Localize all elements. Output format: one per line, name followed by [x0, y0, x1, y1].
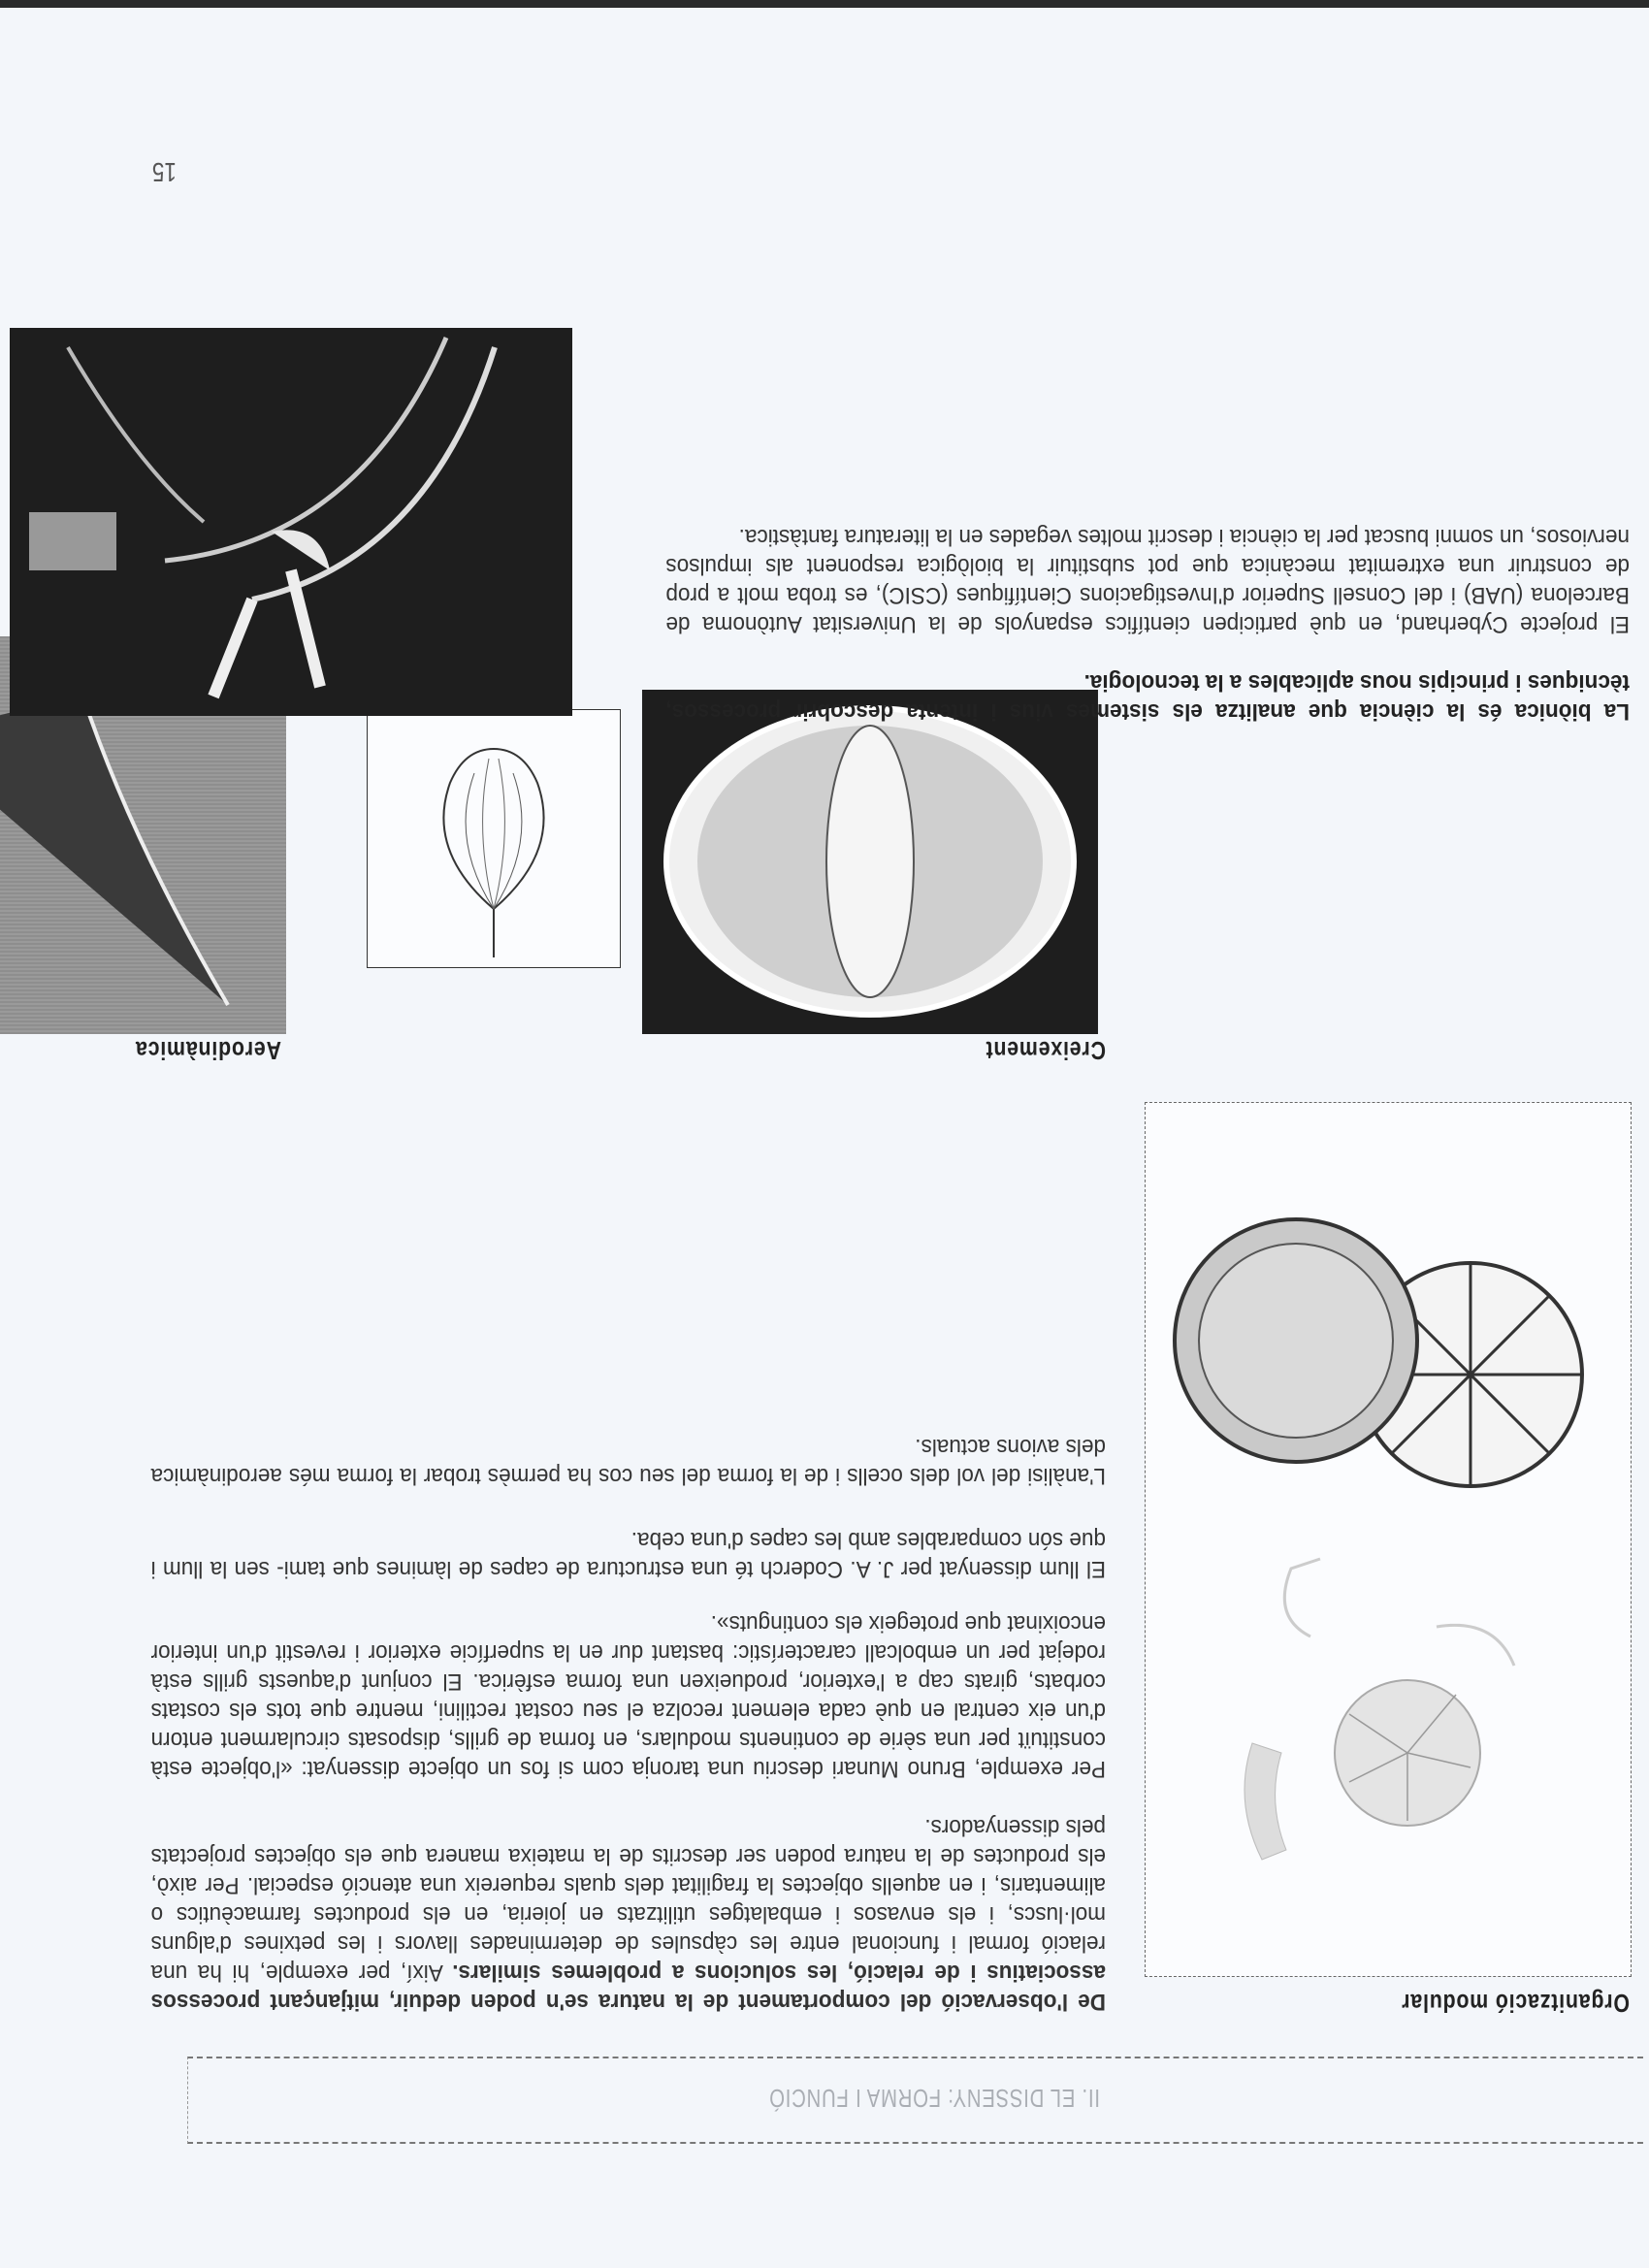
running-head-text: II. EL DISSENY: FORMA I FUNCIÓ [768, 2084, 1100, 2113]
bionics-intro: La biònica és la ciència que analitza els sistemes vius i intenta descobrir processos, tècniques i principis nous aplicables a la tecnologia. [665, 669, 1630, 725]
coderch-paragraph: El llum dissenyat per J. A. Coderch té una estructura de capes de làmines que tami- sen la llum i que són comparables amb les capes d'una ceba. [150, 1527, 1106, 1582]
coderch-lamp-photo [642, 690, 1098, 1034]
munari-paragraph: Per exemple, Bruno Munari descriu una taronja com si fos un objecte dissenyat: «l'objecte està constituït per una sèrie de continents modulars, en forma de grills, disposats circularment entorn d'un eix central en què cada element recolza el seu costat rectilini, mentre que tots els costats corbats, girats cap a l'exterior, produeixen una forma esfèrica. El conjunt d'aquests grills està rodejat per un embolcall característic: bastant dur en la superfície exterior i revestit d'un interior encoixinat que protegeix els continguts». [150, 1610, 1106, 1782]
cyberhand-paragraph: El projecte Cyberhand, en què participen científics espanyols de la Universitat Autònoma de Barcelona (UAB) i del Consell Superior d'Investigacions Científiques (CSIC), es troba molt a prop de construir una extremitat mecànica que pot substituir la biològica responent als impulsos nerviosos, un somni buscat per la ciència i descrit moltes vegades en la literatura fantàstica. [665, 524, 1630, 637]
modular-intro-rest: Així, per exemple, hi ha una relació formal i funcional entre les càpsules de determinades llavors i les petxines d'alguns mol·luscs, i els envasos i embalatges utilitzats en joieria, en els productes farmacèutics o alimentaris, i en aquells objectes la fragilitat dels quals requereix una atenció especial. Per això, els productes de la natura poden ser descrits de la mateixa manera que els objectes projectats pels dissenyadors. [150, 1814, 1106, 1986]
running-head [187, 2057, 1643, 2144]
label-organitzacio-modular: Organització modular [1401, 1989, 1630, 2018]
label-creixement: Creixement [985, 1036, 1106, 1065]
aerodynamics-paragraph: L'anàlisi del vol dels ocells i de la forma del seu cos ha permès trobar la forma més aerodinàmica dels avions actuals. [150, 1434, 1106, 1489]
modular-intro-bold: De l'observació del comportament de la natura se'n poden deduir, mitjançant processos associatius i de relació, les solucions a problemes similars. [150, 1960, 1106, 2015]
orange-and-cheese-figure [1145, 1102, 1632, 1977]
label-aerodinamica: Aerodinàmica [135, 1036, 281, 1065]
modular-intro-paragraph [151, 1812, 1106, 2016]
cyberhand-photo [10, 328, 572, 716]
onion-drawing [367, 709, 621, 968]
cheese-box-photo [1146, 1161, 1631, 1569]
modular-text-block [68, 1432, 1106, 2016]
bionics-text-block [582, 522, 1630, 726]
page-number: 15 [151, 157, 177, 187]
